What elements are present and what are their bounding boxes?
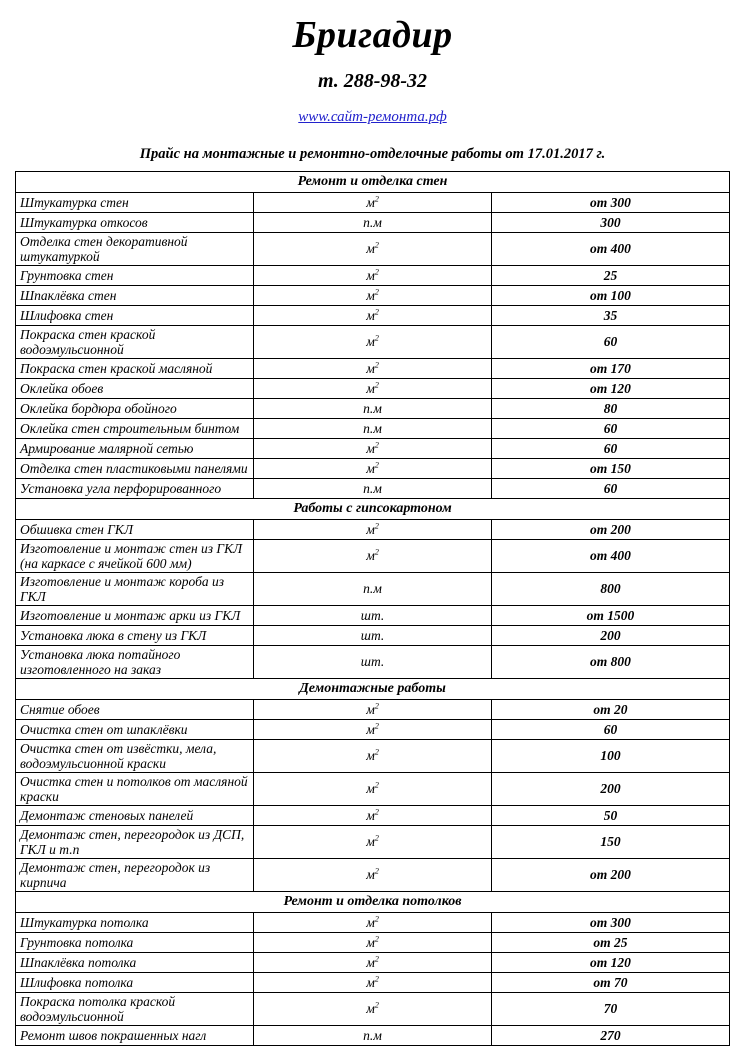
work-name: Штукатурка откосов	[16, 212, 254, 232]
work-name: Изготовление и монтаж арки из ГКЛ	[16, 605, 254, 625]
work-unit: $м^2$	[254, 305, 492, 325]
table-row	[16, 625, 730, 645]
table-row	[16, 458, 730, 478]
table-row	[16, 572, 730, 605]
work-unit: п.м	[254, 418, 492, 438]
work-name: Обшивка стен ГКЛ	[16, 519, 254, 539]
work-unit: $м^2$	[254, 519, 492, 539]
table-row	[16, 605, 730, 625]
work-price: от 120	[492, 952, 730, 972]
work-name: Установка люка потайного изготовленного на заказ	[16, 645, 254, 678]
work-name: Армирование малярной сетью	[16, 438, 254, 458]
work-price: 60	[492, 478, 730, 498]
price-list-subtitle: Прайс на монтажные и ремонтно-отделочные работы от 17.01.2017 г.	[139, 145, 606, 162]
table-row	[16, 539, 730, 572]
work-name: Оклейка бордюра обойного	[16, 398, 254, 418]
work-unit: $м^2$	[254, 858, 492, 891]
work-unit: п.м	[254, 572, 492, 605]
work-unit: шт.	[254, 605, 492, 625]
table-row	[16, 358, 730, 378]
table-row	[16, 232, 730, 265]
table-row	[16, 972, 730, 992]
work-name: Оклейка обоев	[16, 378, 254, 398]
work-price: 50	[492, 805, 730, 825]
work-unit: $м^2$	[254, 699, 492, 719]
work-unit: $м^2$	[254, 539, 492, 572]
work-unit: п.м	[254, 398, 492, 418]
work-name: Очистка стен от извёстки, мела, водоэмульсионной краски	[16, 739, 254, 772]
work-price: от 150	[492, 458, 730, 478]
work-price: 200	[492, 625, 730, 645]
work-name: Изготовление и монтаж короба из ГКЛ	[16, 572, 254, 605]
work-price: от 300	[492, 912, 730, 932]
work-unit: $м^2$	[254, 772, 492, 805]
work-unit: $м^2$	[254, 825, 492, 858]
table-section-row	[16, 498, 730, 519]
work-price: от 1500	[492, 605, 730, 625]
table-section-row	[16, 171, 730, 192]
work-unit: $м^2$	[254, 192, 492, 212]
work-name: Ремонт швов покрашенных нагл	[16, 1025, 254, 1045]
price-table	[15, 171, 730, 1046]
table-row	[16, 772, 730, 805]
company-title: Бригадир	[292, 14, 453, 56]
work-name: Очистка стен и потолков от масляной краски	[16, 772, 254, 805]
work-name: Оклейка стен строительным бинтом	[16, 418, 254, 438]
table-row	[16, 285, 730, 305]
work-name: Демонтаж стен, перегородок из ДСП, ГКЛ и т.п	[16, 825, 254, 858]
work-unit: шт.	[254, 645, 492, 678]
table-row	[16, 825, 730, 858]
table-row	[16, 305, 730, 325]
work-price: 25	[492, 265, 730, 285]
work-price: 60	[492, 418, 730, 438]
work-unit: $м^2$	[254, 719, 492, 739]
work-name: Шпаклёвка стен	[16, 285, 254, 305]
work-name: Демонтаж стен, перегородок из кирпича	[16, 858, 254, 891]
work-price: 300	[492, 212, 730, 232]
work-unit: п.м	[254, 212, 492, 232]
table-row	[16, 932, 730, 952]
work-unit: п.м	[254, 1025, 492, 1045]
work-price: от 300	[492, 192, 730, 212]
work-name: Демонтаж стеновых панелей	[16, 805, 254, 825]
table-row	[16, 858, 730, 891]
table-row	[16, 192, 730, 212]
work-price: от 400	[492, 232, 730, 265]
table-section-row	[16, 678, 730, 699]
work-name: Шпаклёвка потолка	[16, 952, 254, 972]
work-unit: $м^2$	[254, 325, 492, 358]
work-name: Очистка стен от шпаклёвки	[16, 719, 254, 739]
work-name: Шлифовка стен	[16, 305, 254, 325]
work-price: 200	[492, 772, 730, 805]
section-title: Работы с гипсокартоном	[16, 498, 730, 519]
work-price: от 70	[492, 972, 730, 992]
work-price: от 20	[492, 699, 730, 719]
table-row	[16, 378, 730, 398]
table-row	[16, 478, 730, 498]
work-price: от 200	[492, 858, 730, 891]
table-row	[16, 719, 730, 739]
work-unit: $м^2$	[254, 378, 492, 398]
work-name: Грунтовка стен	[16, 265, 254, 285]
section-title: Демонтажные работы	[16, 678, 730, 699]
work-unit: шт.	[254, 625, 492, 645]
work-unit: п.м	[254, 478, 492, 498]
work-price: 800	[492, 572, 730, 605]
website-link[interactable]: www.сайт-ремонта.рф	[298, 108, 447, 125]
work-unit: $м^2$	[254, 285, 492, 305]
price-table-body	[16, 171, 730, 1045]
work-price: от 800	[492, 645, 730, 678]
work-price: 60	[492, 719, 730, 739]
document-header	[0, 0, 745, 163]
work-name: Установка угла перфорированного	[16, 478, 254, 498]
work-price: от 120	[492, 378, 730, 398]
table-row	[16, 398, 730, 418]
work-name: Снятие обоев	[16, 699, 254, 719]
work-name: Отделка стен пластиковыми панелями	[16, 458, 254, 478]
work-price: 70	[492, 992, 730, 1025]
table-row	[16, 1025, 730, 1045]
work-unit: $м^2$	[254, 458, 492, 478]
table-row	[16, 645, 730, 678]
work-price: от 100	[492, 285, 730, 305]
work-unit: $м^2$	[254, 992, 492, 1025]
table-row	[16, 699, 730, 719]
work-price: 100	[492, 739, 730, 772]
table-row	[16, 418, 730, 438]
table-row	[16, 952, 730, 972]
work-price: от 25	[492, 932, 730, 952]
work-price: 60	[492, 438, 730, 458]
work-unit: $м^2$	[254, 438, 492, 458]
table-row	[16, 212, 730, 232]
work-price: 80	[492, 398, 730, 418]
work-unit: $м^2$	[254, 805, 492, 825]
table-section-row	[16, 891, 730, 912]
work-unit: $м^2$	[254, 232, 492, 265]
work-price: 270	[492, 1025, 730, 1045]
work-name: Штукатурка стен	[16, 192, 254, 212]
work-name: Шлифовка потолка	[16, 972, 254, 992]
work-unit: $м^2$	[254, 739, 492, 772]
table-row	[16, 519, 730, 539]
work-unit: $м^2$	[254, 265, 492, 285]
work-unit: $м^2$	[254, 912, 492, 932]
table-row	[16, 739, 730, 772]
work-name: Покраска стен краской масляной	[16, 358, 254, 378]
work-name: Установка люка в стену из ГКЛ	[16, 625, 254, 645]
work-price: от 170	[492, 358, 730, 378]
table-row	[16, 992, 730, 1025]
table-row	[16, 325, 730, 358]
work-name: Покраска стен краской водоэмульсионной	[16, 325, 254, 358]
table-row	[16, 805, 730, 825]
work-name: Отделка стен декоративной штукатуркой	[16, 232, 254, 265]
table-row	[16, 912, 730, 932]
work-name: Покраска потолка краской водоэмульсионной	[16, 992, 254, 1025]
work-unit: $м^2$	[254, 952, 492, 972]
work-unit: $м^2$	[254, 972, 492, 992]
work-name: Изготовление и монтаж стен из ГКЛ (на каркасе с ячейкой 600 мм)	[16, 539, 254, 572]
work-price: от 400	[492, 539, 730, 572]
work-unit: $м^2$	[254, 358, 492, 378]
work-name: Грунтовка потолка	[16, 932, 254, 952]
work-name: Штукатурка потолка	[16, 912, 254, 932]
section-title: Ремонт и отделка потолков	[16, 891, 730, 912]
table-row	[16, 438, 730, 458]
work-price: 60	[492, 325, 730, 358]
work-price: от 200	[492, 519, 730, 539]
work-unit: $м^2$	[254, 932, 492, 952]
table-row	[16, 265, 730, 285]
section-title: Ремонт и отделка стен	[16, 171, 730, 192]
phone-number: т. 288-98-32	[317, 69, 428, 92]
work-price: 150	[492, 825, 730, 858]
work-price: 35	[492, 305, 730, 325]
